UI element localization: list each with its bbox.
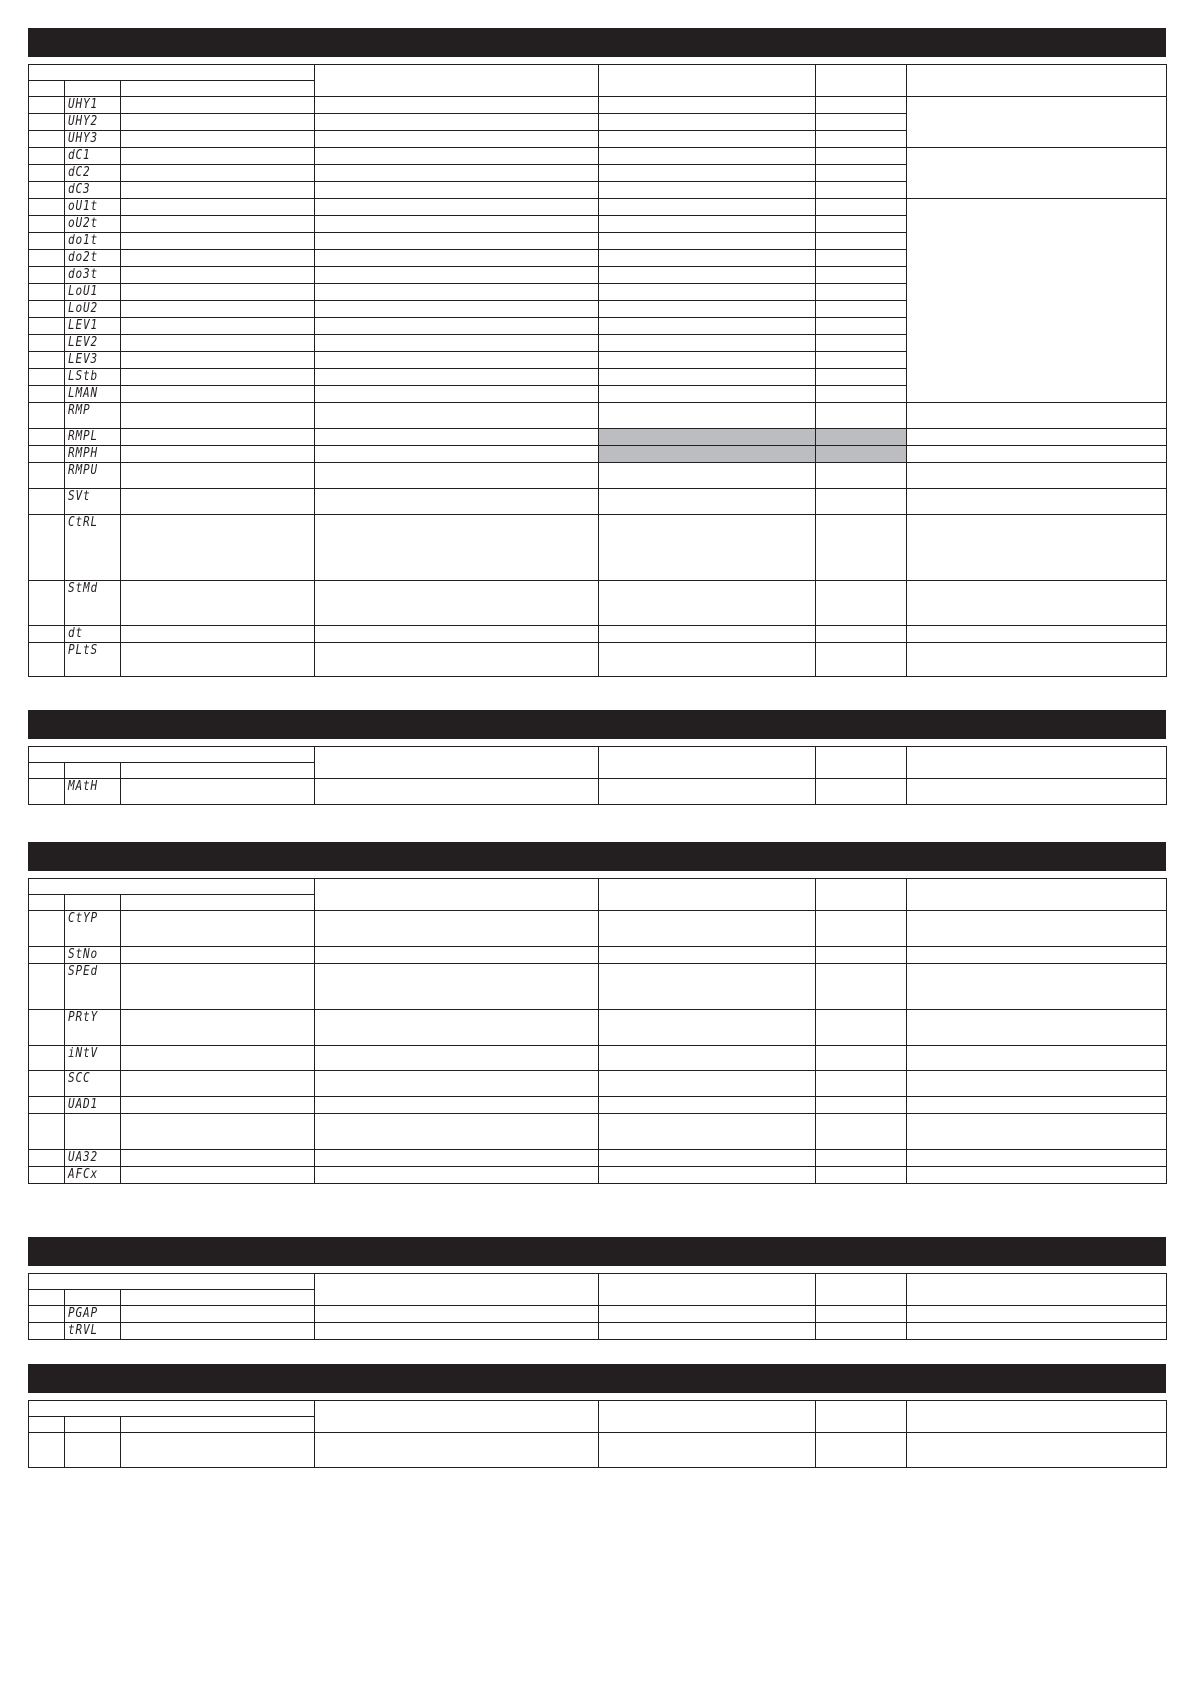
- param-code: CtYP: [65, 911, 113, 947]
- section-4-table: [28, 1273, 1167, 1340]
- table-row: [29, 947, 1167, 964]
- param-code: StMd: [65, 581, 113, 626]
- table-row: [29, 199, 1167, 216]
- param-code: [65, 1433, 113, 1468]
- section-3-table: [28, 878, 1167, 1184]
- param-code: UHY3: [65, 131, 113, 148]
- table-header-row: [29, 65, 1167, 81]
- param-code: RMPL: [65, 429, 113, 446]
- param-code: SVt: [65, 489, 113, 515]
- param-code: PLtS: [65, 643, 113, 677]
- param-code: do1t: [65, 233, 113, 250]
- section-3-banner: [28, 842, 1166, 871]
- param-code: [65, 1114, 113, 1150]
- section-4-banner: [28, 1237, 1166, 1266]
- param-code: LEV2: [65, 335, 113, 352]
- table-row: [29, 515, 1167, 581]
- table-row: [29, 643, 1167, 677]
- table-row: [29, 463, 1167, 489]
- table-row: [29, 1150, 1167, 1167]
- table-row: [29, 489, 1167, 515]
- param-code: iNtV: [65, 1046, 113, 1071]
- table-row: [29, 964, 1167, 1010]
- param-code: PGAP: [65, 1306, 113, 1323]
- param-code: dC3: [65, 182, 113, 199]
- param-code: UAD1: [65, 1097, 113, 1114]
- table-row: [29, 446, 1167, 463]
- table-row: [29, 1306, 1167, 1323]
- param-code: do2t: [65, 250, 113, 267]
- param-code: LoU2: [65, 301, 113, 318]
- section-5-table: [28, 1400, 1167, 1468]
- param-code: UHY2: [65, 114, 113, 131]
- param-code: AFCx: [65, 1167, 113, 1184]
- param-code: MAtH: [65, 779, 113, 805]
- table-row: [29, 97, 1167, 114]
- param-code: oU2t: [65, 216, 113, 233]
- param-code: LStb: [65, 369, 113, 386]
- param-code: oU1t: [65, 199, 113, 216]
- param-code: dC1: [65, 148, 113, 165]
- param-code: dC2: [65, 165, 113, 182]
- param-code: RMPU: [65, 463, 113, 489]
- table-row: [29, 1167, 1167, 1184]
- param-code: CtRL: [65, 515, 113, 581]
- table-row: [29, 779, 1167, 805]
- table-header-row: [29, 1401, 1167, 1417]
- param-code: LEV1: [65, 318, 113, 335]
- table-row: [29, 429, 1167, 446]
- param-code: tRVL: [65, 1323, 113, 1340]
- param-code: SCC: [65, 1071, 113, 1097]
- table-row: [29, 1071, 1167, 1097]
- section-5-banner: [28, 1364, 1166, 1393]
- table-row: [29, 1010, 1167, 1046]
- param-code: UA32: [65, 1150, 113, 1167]
- table-row: [29, 148, 1167, 165]
- param-code: RMP: [65, 403, 113, 429]
- table-row: [29, 581, 1167, 626]
- table-row: [29, 1046, 1167, 1071]
- table-header-row: [29, 1274, 1167, 1290]
- section-2-banner: [28, 710, 1166, 739]
- param-code: do3t: [65, 267, 113, 284]
- table-header-row: [29, 879, 1167, 895]
- table-row: [29, 1097, 1167, 1114]
- table-row: [29, 403, 1167, 429]
- param-code: RMPH: [65, 446, 113, 463]
- param-code: LoU1: [65, 284, 113, 301]
- table-row: [29, 1433, 1167, 1468]
- param-code: LEV3: [65, 352, 113, 369]
- param-code: dt: [65, 626, 113, 643]
- table-row: [29, 1323, 1167, 1340]
- section-1-table: [28, 64, 1167, 677]
- param-code: UHY1: [65, 97, 113, 114]
- param-code: PRtY: [65, 1010, 113, 1046]
- param-code: StNo: [65, 947, 113, 964]
- section-1-banner: [28, 28, 1166, 57]
- param-code: LMAN: [65, 386, 113, 403]
- table-row: [29, 911, 1167, 947]
- table-row: [29, 626, 1167, 643]
- table-row: [29, 1114, 1167, 1150]
- param-code: SPEd: [65, 964, 113, 1010]
- section-2-table: [28, 746, 1167, 805]
- table-header-row: [29, 747, 1167, 763]
